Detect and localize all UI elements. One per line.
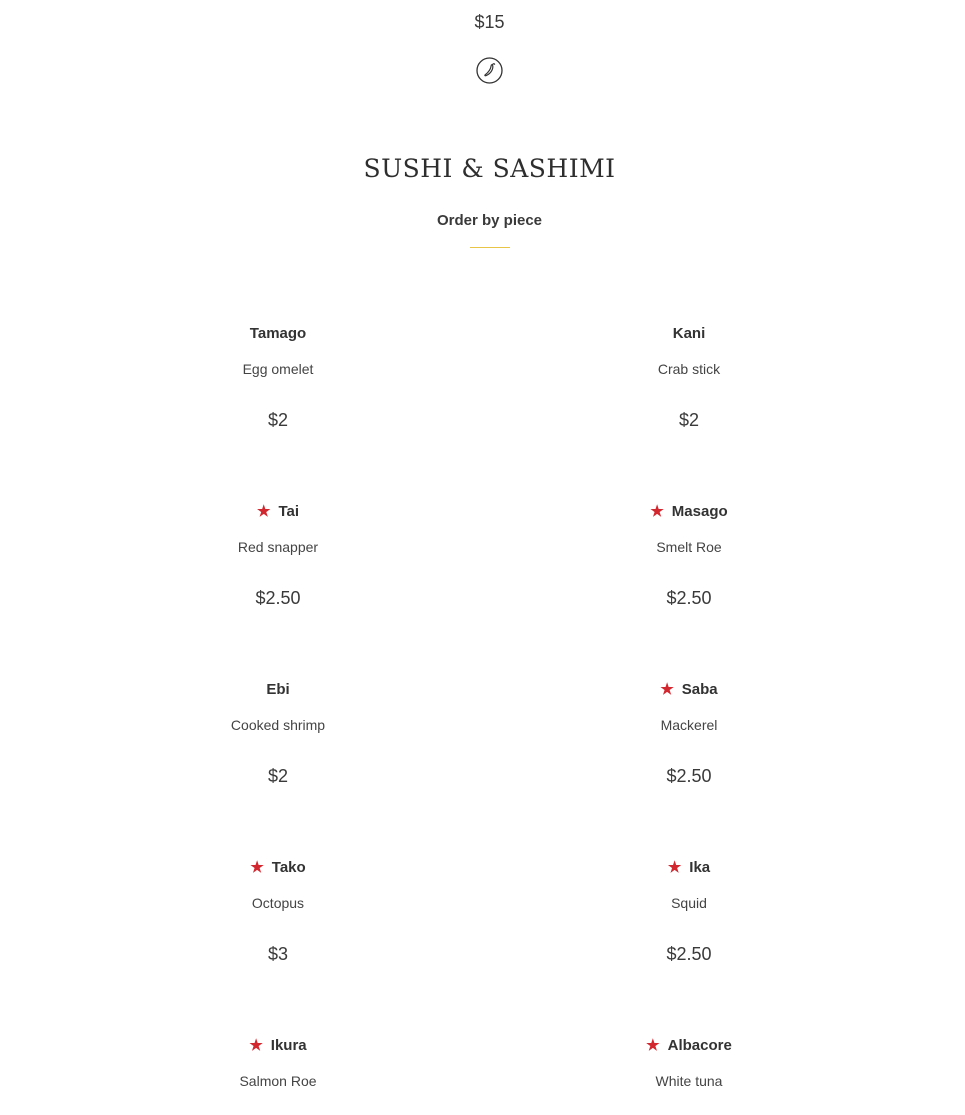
item-name-row xyxy=(539,323,839,345)
item-price: $2 xyxy=(267,766,289,786)
item-name: Ikura xyxy=(270,1037,307,1054)
menu-item xyxy=(539,323,839,432)
item-description: Salmon Roe xyxy=(239,1073,317,1089)
top-item-price: $15 xyxy=(474,12,505,32)
star-icon: ★ xyxy=(249,1037,263,1054)
star-icon: ★ xyxy=(660,681,674,698)
gold-divider xyxy=(470,247,510,248)
item-name: Ika xyxy=(689,859,711,876)
item-price: $2.50 xyxy=(666,944,712,964)
item-price: $3 xyxy=(267,944,289,964)
menu-item xyxy=(539,501,839,610)
item-description: Red snapper xyxy=(237,539,319,555)
menu-item xyxy=(128,323,428,432)
menu-item xyxy=(128,679,428,788)
star-icon: ★ xyxy=(646,1037,660,1054)
menu-item xyxy=(128,857,428,966)
item-name: Tamago xyxy=(249,325,307,342)
star-icon: ★ xyxy=(250,859,264,876)
item-name: Albacore xyxy=(667,1037,732,1054)
item-name-row xyxy=(128,857,428,879)
menu-item xyxy=(128,1035,428,1091)
item-price: $2.50 xyxy=(666,588,712,608)
star-icon: ★ xyxy=(667,859,682,876)
menu-item xyxy=(539,679,839,788)
item-description: Octopus xyxy=(251,895,305,911)
item-name-row xyxy=(539,501,839,523)
item-name: Masago xyxy=(671,503,728,520)
item-name: Ebi xyxy=(266,681,290,698)
star-icon: ★ xyxy=(650,503,664,520)
item-name: Tako xyxy=(271,859,306,876)
item-price: $2.50 xyxy=(666,766,712,786)
item-description: White tuna xyxy=(655,1073,723,1089)
item-name-row xyxy=(539,1035,839,1057)
item-description: Egg omelet xyxy=(242,361,314,377)
item-name: Tai xyxy=(278,503,299,520)
item-description: Crab stick xyxy=(657,361,721,377)
item-description: Smelt Roe xyxy=(656,539,722,555)
star-icon: ★ xyxy=(256,503,271,520)
chili-pepper-icon xyxy=(476,57,503,84)
menu-item xyxy=(539,857,839,966)
item-price: $2.50 xyxy=(255,588,301,608)
menu-item xyxy=(539,1035,839,1091)
item-price: $2 xyxy=(267,410,289,430)
item-name-row xyxy=(128,1035,428,1057)
item-price: $2 xyxy=(678,410,700,430)
item-name-row xyxy=(128,679,428,701)
item-description: Mackerel xyxy=(660,717,718,733)
item-name-row xyxy=(539,679,839,701)
item-name: Saba xyxy=(681,681,718,698)
item-name: Kani xyxy=(672,325,706,342)
menu-item xyxy=(128,501,428,610)
item-name-row xyxy=(128,323,428,345)
item-name-row xyxy=(539,857,839,879)
item-description: Cooked shrimp xyxy=(230,717,326,733)
section-title: SUSHI & SASHIMI xyxy=(363,154,616,183)
section-subtitle: Order by piece xyxy=(436,212,543,229)
item-name-row xyxy=(128,501,428,523)
item-description: Squid xyxy=(671,895,707,911)
